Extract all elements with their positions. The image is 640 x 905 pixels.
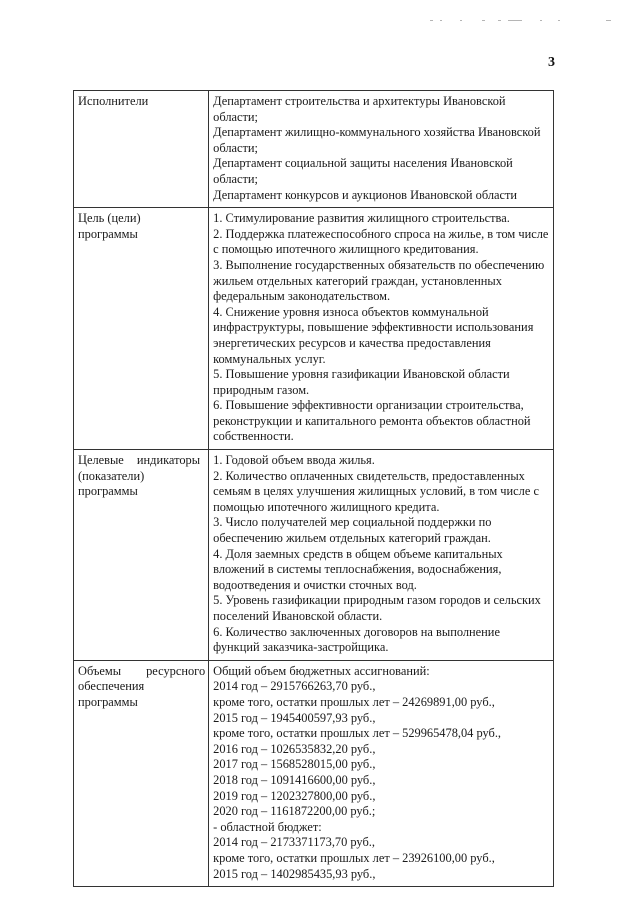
row-value [209, 208, 554, 450]
value-line: 2018 год – 1091416600,00 руб., [213, 772, 376, 787]
value-line: Департамент конкурсов и аукционов Ивановской области [213, 187, 518, 202]
value-line: функций заказчика-застройщика. [213, 640, 389, 655]
table-row-executors [74, 91, 554, 208]
value-line: 4. Доля заемных средств в общем объеме капитальных [213, 546, 503, 561]
value-line: Департамент жилищно-коммунального хозяйства Ивановской [213, 125, 541, 140]
value-line: обеспечению жильем отдельных категорий граждан. [213, 531, 491, 546]
value-line: 2015 год – 1402985435,93 руб., [213, 866, 376, 881]
value-line: коммунальных услуг. [213, 351, 326, 366]
value-line: 2020 год – 1161872200,00 руб.; [213, 804, 376, 819]
value-line: поселений Ивановской области. [213, 609, 383, 623]
row-label [74, 450, 209, 661]
row-label [74, 660, 209, 886]
value-line: кроме того, остатки прошлых лет – 529965478,04 руб., [213, 726, 502, 741]
value-line: 2017 год – 1568528015,00 руб., [213, 757, 376, 772]
label-text: (показатели) [78, 468, 145, 483]
value-line: 2014 год – 2173371173,70 руб., [213, 835, 375, 850]
value-line: с помощью ипотечного жилищного кредитования. [213, 242, 479, 257]
value-line: Департамент строительства и архитектуры Ивановской [213, 94, 506, 108]
value-line: 1. Годовой объем ввода жилья. [213, 453, 375, 468]
value-line: инфраструктуры, повышение эффективности использования [213, 320, 534, 335]
value-line: семьям в целях улучшения жилищных условий, в том числе с [213, 484, 539, 499]
label-text: обеспечения [78, 679, 145, 694]
value-line: 1. Стимулирование развития жилищного строительства. [213, 211, 510, 226]
value-line: 2. Количество оплаченных свидетельств, предоставленных [213, 468, 525, 483]
label-text: Цель (цели) [78, 211, 141, 226]
row-value [209, 660, 554, 886]
row-value [209, 91, 554, 208]
value-line: 5. Уровень газификации природным газом городов и сельских [213, 593, 541, 608]
value-line: собственности. [213, 429, 294, 444]
value-line: 5. Повышение уровня газификации Ивановской области [213, 367, 510, 382]
value-line: реконструкции и капитального ремонта объектов областной [213, 413, 531, 428]
value-line: 6. Количество заключенных договоров на выполнение [213, 624, 500, 639]
value-line: жильем отдельных категорий граждан, установленных [213, 273, 502, 288]
page-number: 3 [548, 55, 555, 70]
value-line: Общий объем бюджетных ассигнований: [213, 663, 430, 678]
label-text: Исполнители [78, 94, 149, 108]
value-line: области; [213, 171, 259, 186]
value-line: 2019 год – 1202327800,00 руб., [213, 788, 376, 803]
label-text: Объемы ресурсного [78, 663, 206, 678]
table-row-funding [74, 660, 554, 886]
value-line: 3. Число получателей мер социальной поддержки по [213, 515, 492, 530]
scan-artifact [430, 20, 630, 28]
value-line: помощью ипотечного жилищного кредита. [213, 499, 440, 514]
value-line: вложений в системы теплоснабжения, водоснабжения, [213, 562, 502, 577]
value-line: 2016 год – 1026535832,20 руб., [213, 741, 376, 756]
value-line: 2. Поддержка платежеспособного спроса на жилье, в том числе [213, 226, 549, 241]
value-line: 4. Снижение уровня износа объектов коммунальной [213, 304, 489, 319]
value-line: кроме того, остатки прошлых лет – 23926100,00 руб., [213, 850, 495, 865]
value-line: области; [213, 109, 259, 124]
row-value [209, 450, 554, 661]
table-row-goals [74, 208, 554, 450]
value-line: водоотведения и очистки сточных вод. [213, 577, 417, 592]
row-label [74, 208, 209, 450]
value-line: 2014 год – 2915766263,70 руб., [213, 679, 376, 694]
value-line: Департамент социальной защиты населения Ивановской [213, 156, 513, 171]
label-text: программы [78, 484, 138, 499]
value-line: энергетических ресурсов и качества предоставления [213, 335, 491, 350]
value-line: природным газом. [213, 382, 310, 397]
value-line: 2015 год – 1945400597,93 руб., [213, 710, 376, 725]
program-passport-table [73, 90, 554, 887]
value-line: федеральным законодательством. [213, 289, 391, 304]
value-line: кроме того, остатки прошлых лет – 24269891,00 руб., [213, 694, 495, 709]
value-line: области; [213, 140, 259, 155]
label-text: программы [78, 226, 138, 241]
value-line: 3. Выполнение государственных обязательств по обеспечению [213, 257, 545, 272]
label-text: Целевые индикаторы [78, 453, 201, 468]
table-row-indicators [74, 450, 554, 661]
value-line: - областной бюджет: [213, 819, 322, 834]
row-label [74, 91, 209, 208]
label-text: программы [78, 694, 138, 709]
value-line: 6. Повышение эффективности организации строительства, [213, 398, 524, 413]
